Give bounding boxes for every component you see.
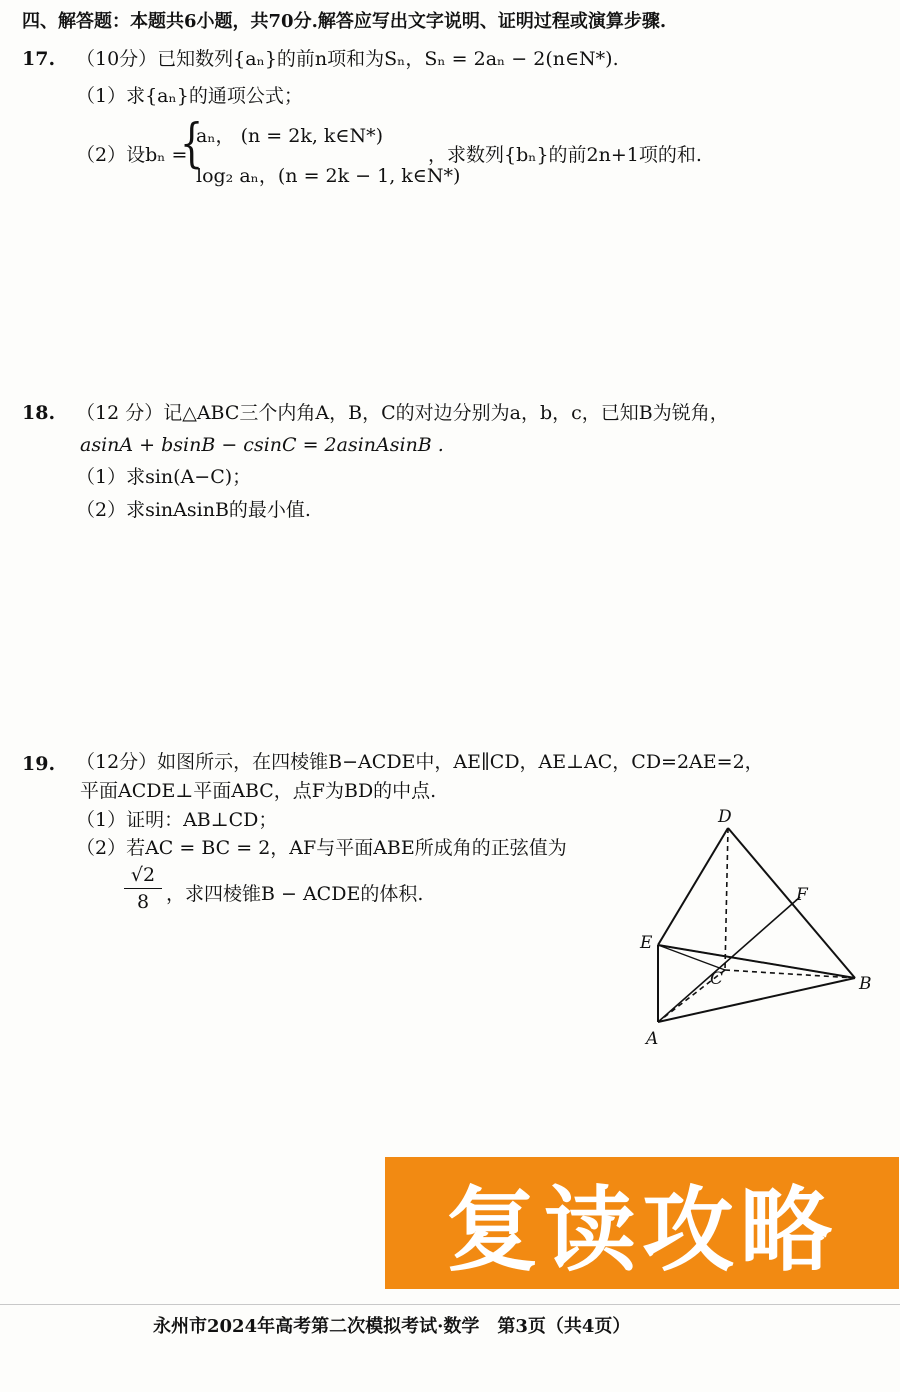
label-C: C <box>710 969 724 989</box>
q19-number: 19. <box>22 753 56 775</box>
label-F: F <box>796 885 808 905</box>
q17-case2: log₂ aₙ，(n = 2k − 1, k∈N*) <box>196 165 461 187</box>
q19-part2: （2）若AC = BC = 2，AF与平面ABE所成角的正弦值为 <box>76 837 567 859</box>
q18-part1: （1）求sin(A−C)； <box>76 466 252 488</box>
page-footer: 永州市2024年高考第二次模拟考试·数学 第3页（共4页） <box>153 1316 631 1337</box>
segment-AF <box>658 897 800 1022</box>
fraction-sqrt2-over-8 <box>124 864 162 913</box>
fraction-denominator: 8 <box>136 891 150 913</box>
q19-part2-end: ，求四棱锥B − ACDE的体积. <box>166 883 424 905</box>
fraction-bar <box>124 888 162 889</box>
label-E: E <box>640 933 653 953</box>
pyramid-figure <box>630 800 890 1055</box>
q17-case1: aₙ， (n = 2k, k∈N*) <box>196 125 384 147</box>
q18-stem: （12 分）记△ABC三个内角A，B，C的对边分别为a，b，c，已知B为锐角， <box>76 402 729 424</box>
footer-divider <box>0 1304 900 1305</box>
section-header: 四、解答题：本题共6小题，共70分.解答应写出文字说明、证明过程或演算步骤. <box>22 11 667 32</box>
q18-equation: asinA + bsinB − csinC = 2asinAsinB . <box>80 434 444 456</box>
edge-EC <box>658 945 725 970</box>
q18-part2: （2）求sinAsinB的最小值. <box>76 499 311 521</box>
piecewise-brace: { <box>179 114 204 174</box>
edge-DC <box>725 828 728 970</box>
label-B: B <box>859 974 872 994</box>
watermark-banner: 复读攻略 <box>385 1157 899 1289</box>
q17-part1: （1）求{aₙ}的通项公式； <box>76 85 303 107</box>
q19-line2: 平面ACDE⊥平面ABC，点F为BD的中点. <box>80 780 437 802</box>
q17-part2-prefix: （2）设bₙ = <box>76 144 188 166</box>
label-D: D <box>718 807 732 827</box>
edge-DE <box>658 828 728 945</box>
fraction-numerator: √2 <box>130 864 156 886</box>
q17-number: 17. <box>22 48 56 70</box>
q18-number: 18. <box>22 402 56 424</box>
q19-stem: （12分）如图所示，在四棱锥B−ACDE中，AE∥CD，AE⊥AC，CD=2AE=2， <box>76 751 764 773</box>
q19-part1: （1）证明：AB⊥CD； <box>76 809 278 831</box>
label-A: A <box>646 1029 659 1049</box>
edge-EB-front <box>658 945 855 978</box>
q17-stem: （10分）已知数列{aₙ}的前n项和为Sₙ，Sₙ = 2aₙ − 2(n∈N*). <box>76 48 619 70</box>
q17-part2-suffix: ，求数列{bₙ}的前2n+1项的和. <box>428 144 702 166</box>
edge-DB <box>728 828 855 978</box>
